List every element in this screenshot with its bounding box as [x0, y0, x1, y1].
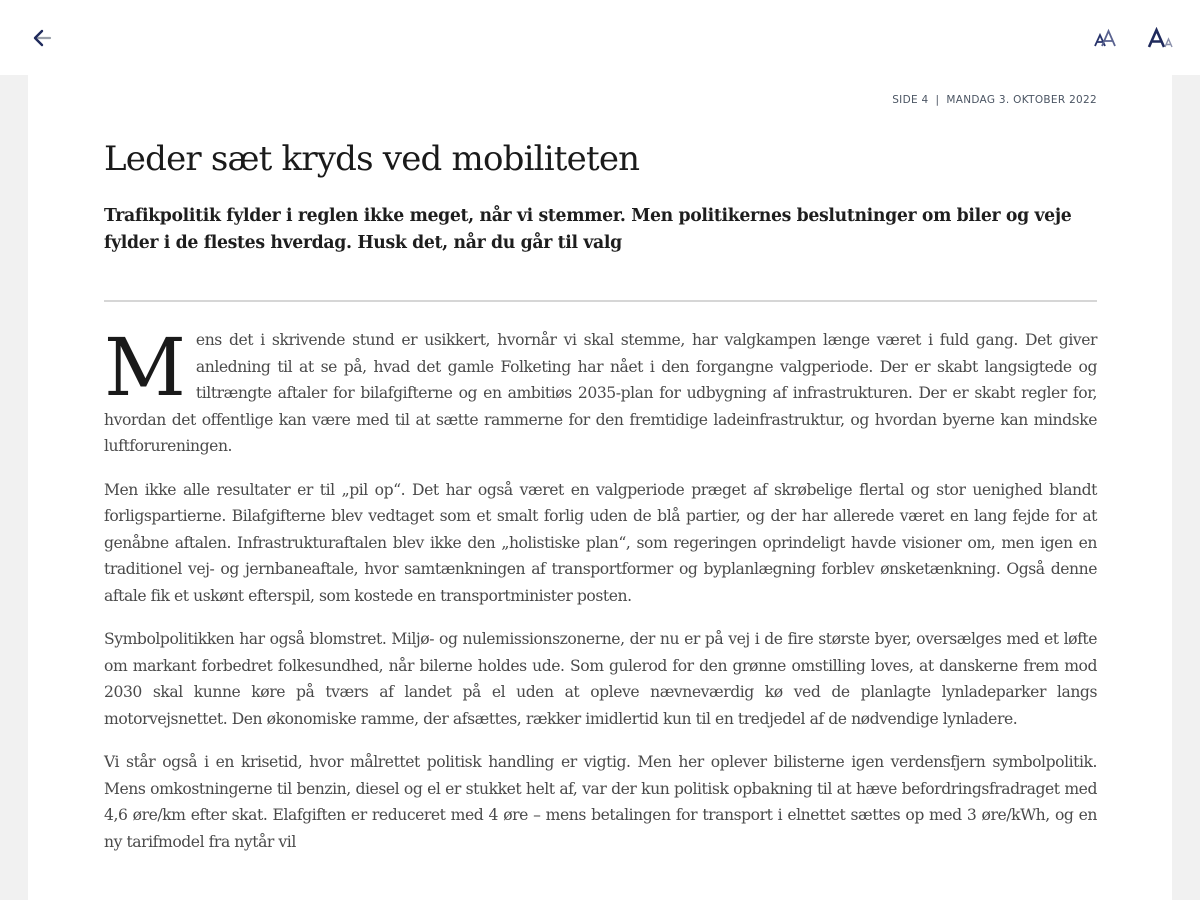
page-number: SIDE 4 — [892, 94, 929, 106]
paragraph — [104, 321, 1097, 460]
article-headline: Leder sæt kryds ved mobiliteten — [104, 139, 640, 179]
publication-date: MANDAG 3. OKTOBER 2022 — [946, 94, 1097, 106]
text-size-decrease-icon — [1091, 27, 1121, 51]
drop-cap: M — [104, 321, 186, 414]
text-size-increase-icon — [1146, 27, 1178, 51]
page-meta — [892, 94, 1097, 106]
paragraph-text: ens det i skrivende stund er usikkert, hvornår vi skal stemme, har valgkampen længe været i fuld gang. Det giver anledning til at se på, hvad det gamle Folketing har nået i den forgangne valgperiode. Der er skabt langsigtede og tiltrængte aftaler for bilafgifterne og en ambitiøs 2035-plan for udbygning af infrastrukturen. Der er skabt regler for, hvordan det offentlige kan være med til at sætte rammerne for den fremtidige ladeinfrastruktur, og hvordan byerne kan mindske luftforureningen. — [104, 331, 1097, 455]
back-button[interactable] — [28, 24, 56, 52]
divider — [104, 300, 1097, 302]
increase-font-size-button[interactable] — [1145, 24, 1179, 54]
article-deck: Trafikpolitik fylder i reglen ikke meget, når vi stemmer. Men politikernes beslutninger om biler og veje fylder i de flestes hverdag. Husk det, når du går til valg — [104, 206, 1072, 253]
paragraph: Men ikke alle resultater er til „pil op“. Det har også været en valgperiode præget af skrøbelige flertal og stor uenighed blandt forligspartierne. Bilafgifterne blev vedtaget som et smalt forlig uden de blå partier, og der har allerede været en lang fejde for at genåbne aftalen. Infrastrukturaftalen blev ikke den „holistiske plan“, som regeringen oprindeligt havde visioner om, men igen en traditionel vej- og jernbaneaftale, hvor samtænkningen af transportformer og byplanlægning forblev ønsketænkning. Også denne aftale fik et uskønt efterspil, som kostede en transportminister posten. — [104, 480, 1097, 605]
top-toolbar — [0, 0, 1200, 75]
article-body — [104, 321, 1097, 872]
paragraph: Vi står også i en krisetid, hvor målrettet politisk handling er vigtig. Men her oplever bilisterne igen verdensfjern symbolpolitik. Mens omkostningerne til benzin, diesel og el er stukket helt af, var der kun politisk opbakning til at hæve befordringsfradraget med 4,6 øre/km efter skat. Elafgiften er reduceret med 4 øre – mens betalingen for transport i elnettet sættes op med 3 øre/kWh, og en ny tarifmodel fra nytår vil — [104, 753, 1097, 851]
paragraph: Symbolpolitikken har også blomstret. Miljø- og nulemissionszonerne, der nu er på vej i de fire største byer, oversælges med et løfte om markant forbedret folkesundhed, når bilerne holdes ude. Som gulerod for den grønne omstilling loves, at danskerne frem mod 2030 skal kunne køre på tværs af landet på el uden at opleve nævneværdig kø ved de planlagte lynladeparker langs motorvejsnettet. Den økonomiske ramme, der afsættes, rækker imidlertid kun til en tredjedel af de nødvendige lynladere. — [104, 630, 1097, 728]
meta-separator: | — [935, 94, 940, 106]
article-page — [28, 75, 1172, 900]
arrow-left-icon — [31, 27, 53, 49]
decrease-font-size-button[interactable] — [1089, 24, 1123, 54]
